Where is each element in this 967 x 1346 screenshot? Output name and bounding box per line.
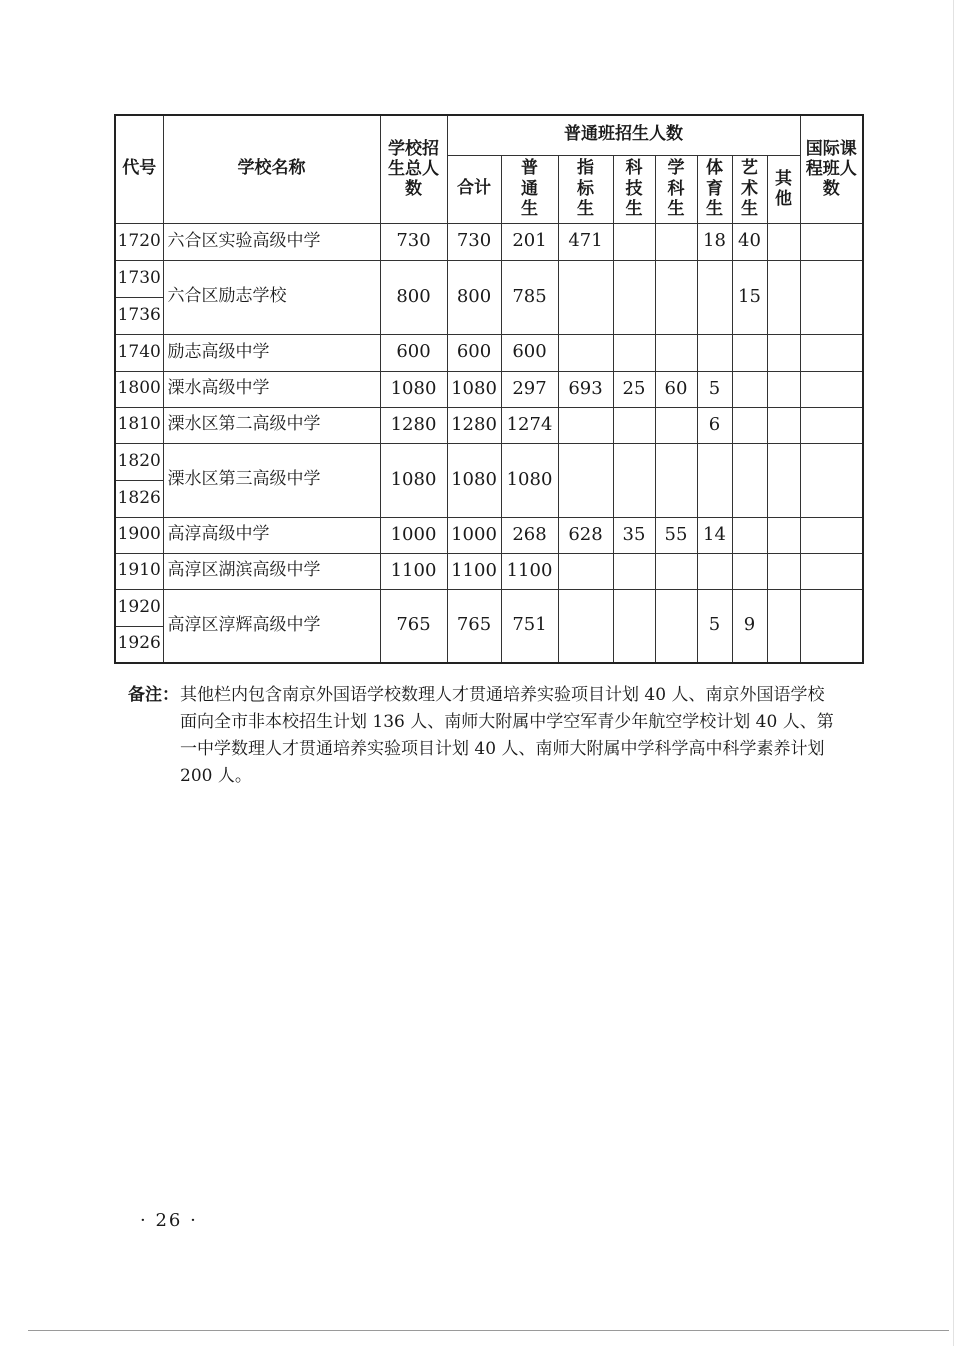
- cell-quota: [558, 553, 613, 589]
- cell-general: 600: [501, 334, 558, 371]
- header-subject: 学科生: [655, 155, 697, 223]
- cell-subtotal: 1280: [447, 407, 501, 443]
- cell-sports: [697, 334, 732, 371]
- cell-total: 1080: [380, 443, 447, 517]
- page-edge: [28, 1330, 949, 1331]
- header-code: 代号: [115, 115, 163, 223]
- cell-other: [767, 334, 800, 371]
- cell-subject: [655, 443, 697, 517]
- cell-arts: [732, 334, 767, 371]
- cell-international: [800, 407, 863, 443]
- table-row: [115, 553, 863, 589]
- cell-code: 1730: [115, 260, 163, 297]
- cell-general: 1080: [501, 443, 558, 517]
- cell-sports: [697, 443, 732, 517]
- cell-school-name: 溧水高级中学: [163, 371, 380, 407]
- cell-arts: 15: [732, 260, 767, 334]
- cell-sports: 5: [697, 589, 732, 663]
- table-row: [115, 443, 863, 480]
- cell-code: 1910: [115, 553, 163, 589]
- cell-arts: [732, 553, 767, 589]
- footnote-text: 其他栏内包含南京外国语学校数理人才贯通培养实验项目计划 40 人、南京外国语学校面向全市非本校招生计划 136 人、南师大附属中学空军青少年航空学校计划 40 人、第一中学数理人才贯通培养实验项目计划 40 人、南师大附属中学科学高中科学素养计划 200 人。: [180, 685, 834, 786]
- cell-tech: [613, 223, 655, 260]
- cell-school-name: 高淳区湖滨高级中学: [163, 553, 380, 589]
- header-school-name: 学校名称: [163, 115, 380, 223]
- cell-subtotal: 765: [447, 589, 501, 663]
- cell-arts: [732, 443, 767, 517]
- cell-total: 765: [380, 589, 447, 663]
- cell-code: 1800: [115, 371, 163, 407]
- cell-subtotal: 730: [447, 223, 501, 260]
- cell-school-name: 高淳区淳辉高级中学: [163, 589, 380, 663]
- cell-code: 1736: [115, 297, 163, 334]
- cell-other: [767, 407, 800, 443]
- cell-arts: 40: [732, 223, 767, 260]
- cell-code: 1926: [115, 626, 163, 663]
- cell-subject: 55: [655, 517, 697, 553]
- cell-school-name: 六合区励志学校: [163, 260, 380, 334]
- cell-tech: [613, 553, 655, 589]
- table-body: [115, 223, 863, 663]
- table-row: [115, 260, 863, 297]
- cell-code: 1900: [115, 517, 163, 553]
- cell-general: 297: [501, 371, 558, 407]
- cell-general: 751: [501, 589, 558, 663]
- cell-international: [800, 334, 863, 371]
- page-number: · 26 ·: [140, 1210, 198, 1231]
- header-general: 普通生: [501, 155, 558, 223]
- cell-school-name: 六合区实验高级中学: [163, 223, 380, 260]
- cell-general: 268: [501, 517, 558, 553]
- cell-arts: 9: [732, 589, 767, 663]
- cell-quota: [558, 260, 613, 334]
- table-row: [115, 407, 863, 443]
- cell-school-name: 溧水区第三高级中学: [163, 443, 380, 517]
- cell-other: [767, 223, 800, 260]
- cell-code: 1820: [115, 443, 163, 480]
- header-arts: 艺术生: [732, 155, 767, 223]
- cell-other: [767, 553, 800, 589]
- cell-other: [767, 260, 800, 334]
- cell-sports: 6: [697, 407, 732, 443]
- header-regular-group: 普通班招生人数: [447, 115, 800, 155]
- cell-subject: [655, 553, 697, 589]
- cell-quota: 693: [558, 371, 613, 407]
- cell-tech: [613, 443, 655, 517]
- cell-other: [767, 443, 800, 517]
- footnote-label: 备注：: [128, 685, 179, 705]
- cell-total: 1000: [380, 517, 447, 553]
- header-sports: 体育生: [697, 155, 732, 223]
- cell-subtotal: 800: [447, 260, 501, 334]
- cell-quota: 471: [558, 223, 613, 260]
- cell-subject: [655, 223, 697, 260]
- cell-sports: [697, 553, 732, 589]
- cell-tech: [613, 589, 655, 663]
- cell-subject: [655, 334, 697, 371]
- cell-international: [800, 371, 863, 407]
- cell-tech: [613, 260, 655, 334]
- cell-code: 1826: [115, 480, 163, 517]
- cell-total: 1080: [380, 371, 447, 407]
- cell-quota: 628: [558, 517, 613, 553]
- cell-subject: [655, 589, 697, 663]
- cell-international: [800, 260, 863, 334]
- cell-subtotal: 1080: [447, 443, 501, 517]
- header-international: 国际课程班人数: [800, 115, 863, 223]
- cell-subject: 60: [655, 371, 697, 407]
- cell-school-name: 溧水区第二高级中学: [163, 407, 380, 443]
- cell-school-name: 励志高级中学: [163, 334, 380, 371]
- cell-code: 1810: [115, 407, 163, 443]
- cell-sports: 14: [697, 517, 732, 553]
- cell-international: [800, 589, 863, 663]
- cell-subtotal: 1080: [447, 371, 501, 407]
- table-row: [115, 517, 863, 553]
- header-tech: 科技生: [613, 155, 655, 223]
- cell-subject: [655, 260, 697, 334]
- table-header: [115, 115, 863, 223]
- cell-quota: [558, 443, 613, 517]
- cell-code: 1740: [115, 334, 163, 371]
- page-edge: [953, 0, 954, 1346]
- table-row: [115, 589, 863, 626]
- cell-tech: [613, 334, 655, 371]
- cell-other: [767, 371, 800, 407]
- cell-international: [800, 223, 863, 260]
- header-subtotal: 合计: [447, 155, 501, 223]
- cell-code: 1920: [115, 589, 163, 626]
- cell-other: [767, 517, 800, 553]
- table-row: [115, 334, 863, 371]
- cell-total: 730: [380, 223, 447, 260]
- cell-sports: 18: [697, 223, 732, 260]
- table-row: [115, 371, 863, 407]
- cell-other: [767, 589, 800, 663]
- cell-quota: [558, 589, 613, 663]
- cell-subtotal: 1000: [447, 517, 501, 553]
- table-row: [115, 223, 863, 260]
- header-other: 其他: [767, 155, 800, 223]
- cell-general: 1274: [501, 407, 558, 443]
- cell-tech: 35: [613, 517, 655, 553]
- cell-subtotal: 600: [447, 334, 501, 371]
- cell-total: 600: [380, 334, 447, 371]
- cell-international: [800, 443, 863, 517]
- cell-sports: 5: [697, 371, 732, 407]
- cell-tech: 25: [613, 371, 655, 407]
- cell-total: 1100: [380, 553, 447, 589]
- cell-subject: [655, 407, 697, 443]
- cell-general: 785: [501, 260, 558, 334]
- cell-sports: [697, 260, 732, 334]
- cell-international: [800, 553, 863, 589]
- cell-school-name: 高淳高级中学: [163, 517, 380, 553]
- cell-quota: [558, 407, 613, 443]
- cell-total: 800: [380, 260, 447, 334]
- footnote: [128, 682, 838, 790]
- cell-general: 1100: [501, 553, 558, 589]
- cell-tech: [613, 407, 655, 443]
- cell-subtotal: 1100: [447, 553, 501, 589]
- cell-general: 201: [501, 223, 558, 260]
- header-quota: 指标生: [558, 155, 613, 223]
- cell-international: [800, 517, 863, 553]
- cell-arts: [732, 517, 767, 553]
- cell-quota: [558, 334, 613, 371]
- header-total: 学校招生总人数: [380, 115, 447, 223]
- enrollment-table: [114, 114, 864, 664]
- cell-arts: [732, 407, 767, 443]
- cell-code: 1720: [115, 223, 163, 260]
- cell-total: 1280: [380, 407, 447, 443]
- cell-arts: [732, 371, 767, 407]
